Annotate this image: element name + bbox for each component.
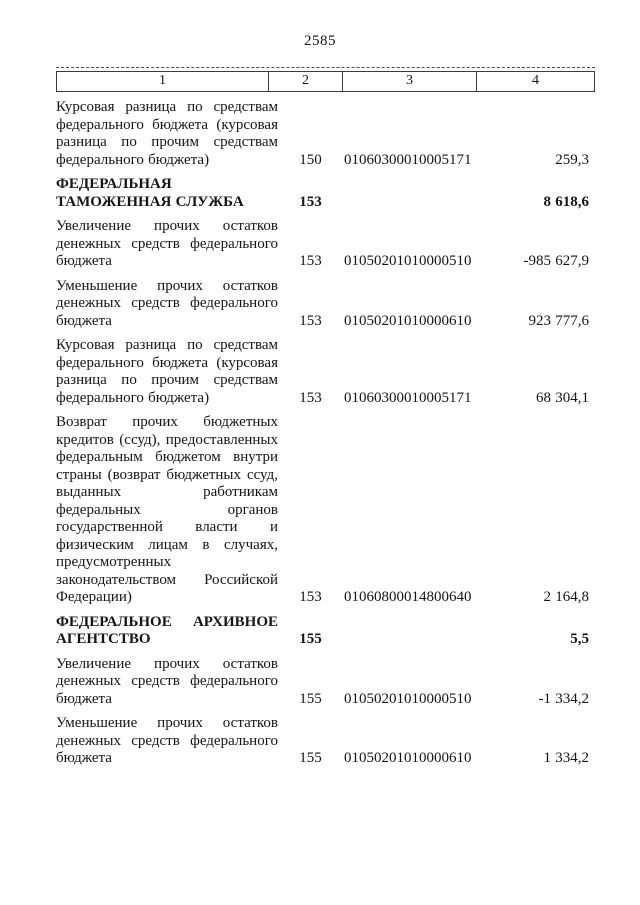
header-cell-2: 2	[269, 72, 343, 91]
budget-code-cell: 01060800014800640	[344, 589, 472, 605]
budget-table-sheet	[56, 71, 595, 768]
name-cell: ФЕДЕРАЛЬНАЯ ТАМОЖЕННАЯ СЛУЖБА	[56, 176, 244, 210]
amount-cell: 2 164,8	[543, 589, 589, 605]
table-row	[56, 169, 595, 211]
table-body	[56, 92, 595, 768]
name-cell: Уменьшение прочих остатков денежных средств федерального бюджета	[56, 277, 278, 329]
budget-code-cell	[343, 169, 477, 211]
amount-cell: 8 618,6	[543, 193, 589, 210]
budget-code-cell: 01050201010000610	[344, 312, 472, 329]
name-cell: Курсовая разница по средствам федерального бюджета (курсовая разница по прочим средствам федерального бюджета)	[56, 99, 278, 168]
amount-cell: 1 334,2	[543, 750, 589, 766]
table-row	[56, 607, 595, 649]
table-row	[56, 708, 595, 768]
chapter-code-cell: 153	[299, 589, 322, 605]
name-cell: Возврат прочих бюджетных кредитов (ссуд), предоставленных федеральным бюджетом внутри страны (возврат бюджетных ссуд, выданных работникам федеральных органов государственной власти и физическим лицам в случаях, предусмотренных законодательством Российской Федерации)	[56, 414, 278, 605]
chapter-code-cell: 153	[299, 312, 322, 329]
name-cell: Уменьшение прочих остатков денежных средств федерального бюджета	[56, 715, 278, 766]
header-cell-1: 1	[57, 72, 269, 91]
table-row	[56, 211, 595, 271]
amount-cell: 5,5	[570, 631, 589, 647]
budget-code-cell	[343, 607, 477, 649]
chapter-code-cell: 153	[299, 193, 322, 210]
budget-table	[56, 92, 595, 768]
budget-code-cell: 01050201010000510	[344, 690, 472, 707]
chapter-code-cell: 155	[299, 690, 322, 707]
chapter-code-cell: 153	[299, 389, 322, 406]
budget-code-cell: 01050201010000510	[344, 253, 472, 269]
name-cell: Курсовая разница по средствам федерального бюджета (курсовая разница по прочим средствам федерального бюджета)	[56, 337, 278, 406]
chapter-code-cell: 153	[299, 253, 322, 269]
chapter-code-cell: 155	[299, 750, 322, 766]
header-cell-4: 4	[532, 73, 539, 88]
table-row	[56, 407, 595, 607]
table-header	[56, 71, 595, 92]
amount-cell: 259,3	[555, 151, 589, 168]
table-row	[56, 330, 595, 407]
table-row	[56, 92, 595, 169]
budget-code-cell: 01060300010005171	[344, 389, 472, 406]
name-cell: Увеличение прочих остатков денежных средств федерального бюджета	[56, 655, 278, 707]
table-row	[56, 271, 595, 331]
budget-code-cell: 01050201010000610	[344, 750, 472, 766]
chapter-code-cell: 155	[299, 631, 322, 647]
chapter-code-cell: 150	[299, 151, 322, 168]
name-cell: Увеличение прочих остатков денежных средств федерального бюджета	[56, 218, 278, 269]
page-number: 2585	[304, 33, 336, 49]
header-cell-3: 3	[343, 72, 477, 91]
budget-code-cell: 01060300010005171	[344, 151, 472, 168]
name-cell: ФЕДЕРАЛЬНОЕ АРХИВНОЕ АГЕНТСТВО	[56, 613, 278, 647]
amount-cell: 923 777,6	[528, 312, 589, 329]
amount-cell: 68 304,1	[536, 389, 589, 406]
amount-cell: -985 627,9	[523, 253, 589, 269]
table-row	[56, 649, 595, 709]
amount-cell: -1 334,2	[538, 690, 589, 707]
